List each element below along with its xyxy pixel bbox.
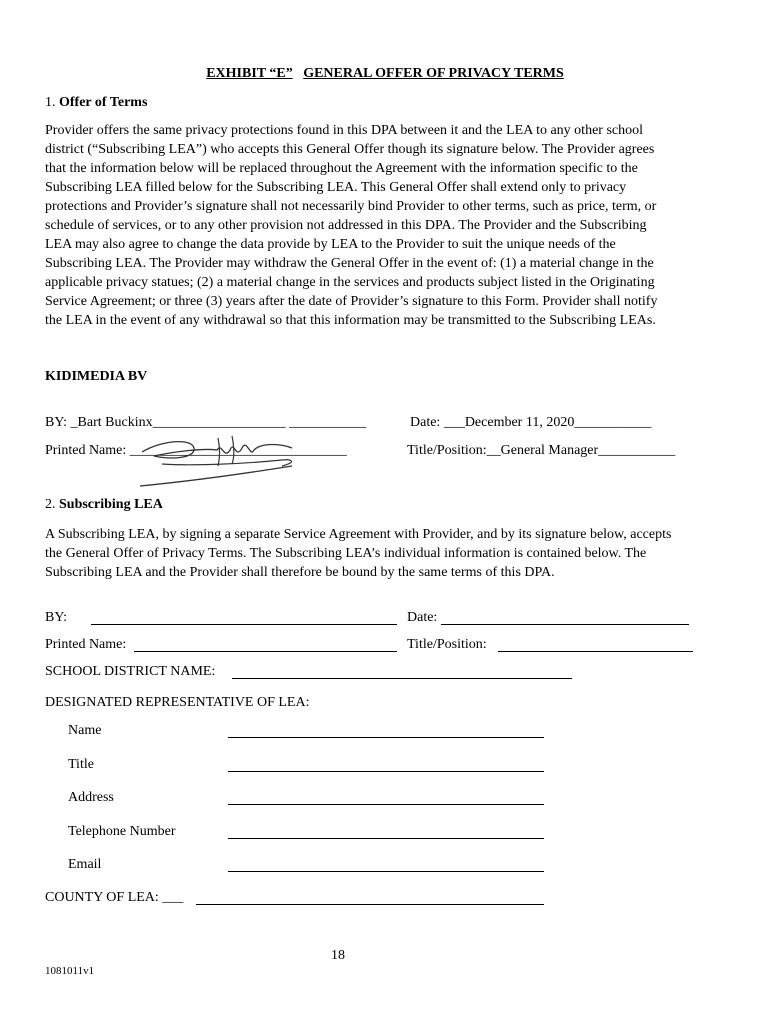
document-id: 1081011v1 — [45, 965, 95, 977]
paragraph-line: Subscribing LEA and the Provider shall therefore be bound by the same terms of this DPA. — [45, 565, 555, 580]
provider-date-field: Date: ___December 11, 2020___________ — [410, 415, 652, 430]
provider-title-field: Title/Position:__General Manager___________ — [407, 443, 676, 458]
rep-name-line[interactable] — [228, 737, 544, 738]
paragraph-line: LEA may also agree to change the data provide by LEA to the Provider to suit the unique needs of the — [45, 237, 616, 252]
lea-date-line[interactable] — [441, 624, 689, 625]
rep-telephone-line[interactable] — [228, 838, 544, 839]
school-district-label: SCHOOL DISTRICT NAME: — [45, 664, 216, 679]
lea-printed-name-line[interactable] — [134, 651, 397, 652]
paragraph-line: the LEA in the event of any withdrawal so that this information may be transmitted to the Subscribing LEAs. — [45, 313, 656, 328]
rep-telephone-label: Telephone Number — [68, 824, 176, 839]
paragraph-line: protections and Provider’s signature shall not necessarily bind Provider to other terms, such as price, term, or — [45, 199, 657, 214]
paragraph-line: schedule of services, or to any other provision not addressed in this DPA. The Provider and the Subscribing — [45, 218, 647, 233]
paragraph-line: district (“Subscribing LEA”) who accepts this General Offer though its signature below. The Provider agrees — [45, 142, 655, 157]
section1-heading: 1. Offer of Terms — [45, 95, 148, 110]
section1-number: 1 — [45, 95, 52, 110]
rep-email-label: Email — [68, 857, 102, 872]
page-title — [0, 66, 770, 82]
county-line[interactable] — [196, 904, 544, 905]
section1-paragraph — [45, 121, 735, 330]
rep-name-label: Name — [68, 723, 102, 738]
rep-address-line[interactable] — [228, 804, 544, 805]
rep-email-line[interactable] — [228, 871, 544, 872]
lea-by-label: BY: — [45, 610, 68, 625]
school-district-line[interactable] — [232, 678, 572, 679]
paragraph-line: Subscribing LEA. The Provider may withdraw the General Offer in the event of: (1) a material change in the — [45, 256, 654, 271]
lea-date-label: Date: — [407, 610, 438, 625]
paragraph-line: Service Agreement; or three (3) years after the date of Provider’s signature to this Form. Provider shall notify — [45, 294, 658, 309]
designated-representative-label: DESIGNATED REPRESENTATIVE OF LEA: — [45, 695, 310, 710]
county-label: COUNTY OF LEA: ___ — [45, 890, 184, 905]
lea-by-line[interactable] — [91, 624, 397, 625]
section2-paragraph — [45, 525, 735, 582]
paragraph-line: the General Offer of Privacy Terms. The Subscribing LEA’s individual information is contained below. The — [45, 546, 647, 561]
lea-printed-name-label: Printed Name: — [45, 637, 127, 652]
provider-signature — [132, 430, 312, 492]
section2-heading: 2. Subscribing LEA — [45, 497, 163, 512]
title-exhibit: EXHIBIT “E” — [206, 66, 293, 81]
title-general-offer: GENERAL OFFER OF PRIVACY TERMS — [303, 66, 564, 81]
paragraph-line: applicable privacy statues; (2) a material change in the services and products subject listed in the Originating — [45, 275, 655, 290]
section2-number: 2 — [45, 497, 52, 512]
provider-printed-name-field: Printed Name: _______________________________ — [45, 443, 347, 458]
lea-title-label: Title/Position: — [407, 637, 487, 652]
paragraph-line: Provider offers the same privacy protections found in this DPA between it and the LEA to any other school — [45, 123, 643, 138]
lea-title-line[interactable] — [498, 651, 693, 652]
paragraph-line: Subscribing LEA filled below for the Subscribing LEA. This General Offer shall extend only to privacy — [45, 180, 627, 195]
paragraph-line: that the information below will be replaced throughout the Agreement with the information specific to the — [45, 161, 638, 176]
rep-title-line[interactable] — [228, 771, 544, 772]
provider-by-field: BY: _Bart Buckinx___________________ ___________ — [45, 415, 367, 430]
section1-title: Offer of Terms — [59, 95, 148, 110]
provider-company-name: KIDIMEDIA BV — [45, 369, 148, 384]
paragraph-line: A Subscribing LEA, by signing a separate Service Agreement with Provider, and by its signature below, accepts — [45, 527, 672, 542]
rep-address-label: Address — [68, 790, 114, 805]
rep-title-label: Title — [68, 757, 94, 772]
section2-title: Subscribing LEA — [59, 497, 163, 512]
page-number: 18 — [331, 948, 345, 963]
